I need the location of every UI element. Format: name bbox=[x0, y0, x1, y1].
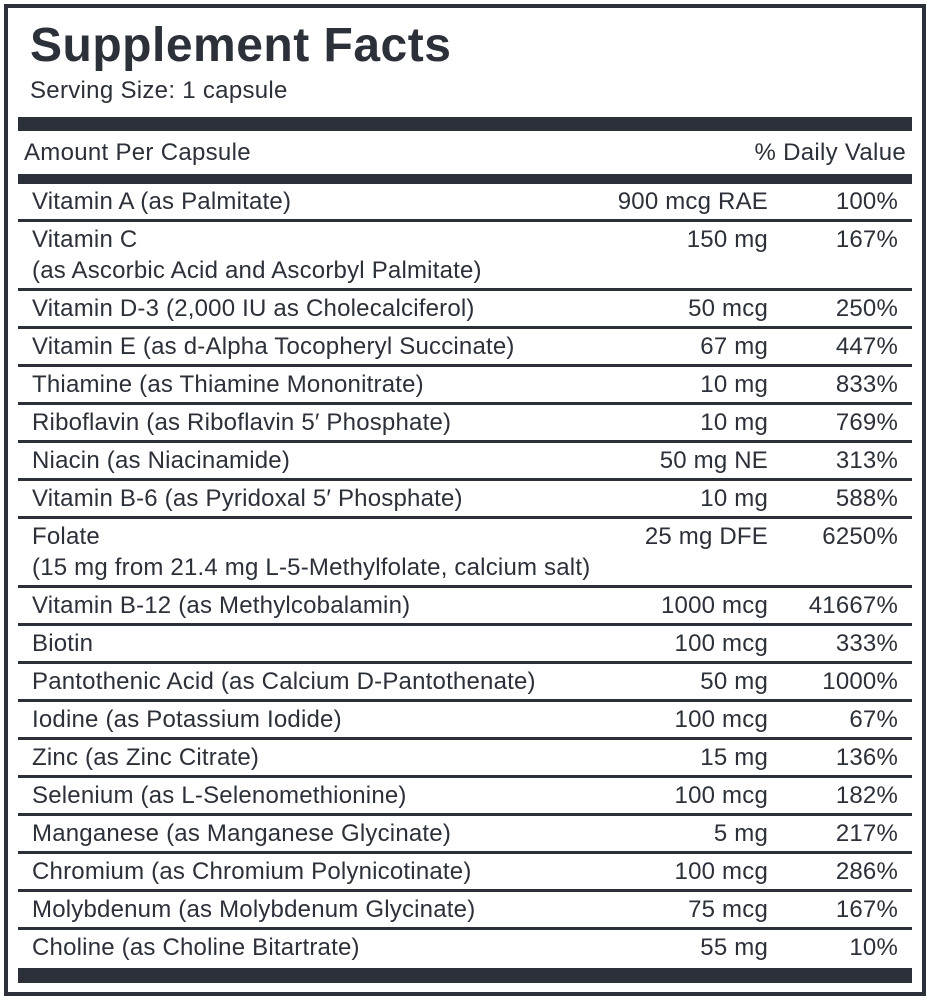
table-row bbox=[18, 478, 912, 516]
table-row bbox=[18, 288, 912, 326]
row-main-line bbox=[32, 407, 898, 438]
nutrient-daily-value: 67% bbox=[849, 706, 898, 734]
nutrient-daily-value: 286% bbox=[835, 858, 898, 886]
nutrient-name: Vitamin B-6 (as Pyridoxal 5′ Phosphate) bbox=[32, 485, 463, 513]
nutrient-amount: 50 mg bbox=[700, 668, 768, 696]
nutrient-amount: 150 mg bbox=[686, 226, 768, 254]
daily-value-column-header: % Daily Value bbox=[754, 139, 906, 167]
table-row bbox=[18, 623, 912, 661]
table-row bbox=[18, 364, 912, 402]
nutrient-amount: 1000 mcg bbox=[661, 592, 768, 620]
nutrient-amount: 67 mg bbox=[700, 333, 768, 361]
nutrient-name: Niacin (as Niacinamide) bbox=[32, 447, 291, 475]
row-main-line bbox=[32, 186, 898, 217]
divider-bar-top bbox=[18, 117, 912, 131]
label-header bbox=[8, 8, 922, 117]
label-title: Supplement Facts bbox=[30, 19, 452, 72]
nutrient-amount: 25 mg DFE bbox=[644, 523, 768, 551]
divider-bar-bottom bbox=[18, 968, 912, 983]
nutrient-daily-value: 100% bbox=[835, 188, 898, 216]
nutrient-name: Zinc (as Zinc Citrate) bbox=[32, 744, 260, 772]
table-row bbox=[18, 699, 912, 737]
nutrient-name: Iodine (as Potassium Iodide) bbox=[32, 706, 342, 734]
table-row bbox=[18, 737, 912, 775]
row-main-line bbox=[32, 224, 898, 255]
nutrient-name: Vitamin E (as d-Alpha Tocopheryl Succinate) bbox=[32, 333, 515, 361]
nutrient-amount: 100 mcg bbox=[674, 630, 768, 658]
nutrient-daily-value: 333% bbox=[835, 630, 898, 658]
divider-bar-header bbox=[18, 174, 912, 184]
row-main-line bbox=[32, 483, 898, 514]
table-row bbox=[18, 516, 912, 585]
nutrient-amount: 15 mg bbox=[700, 744, 768, 772]
row-main-line bbox=[32, 590, 898, 621]
nutrient-amount: 75 mcg bbox=[688, 896, 768, 924]
row-main-line bbox=[32, 369, 898, 400]
nutrient-daily-value: 447% bbox=[835, 333, 898, 361]
nutrient-name: Folate bbox=[32, 523, 100, 551]
row-main-line bbox=[32, 932, 898, 963]
serving-size: Serving Size: 1 capsule bbox=[30, 77, 288, 105]
row-main-line bbox=[32, 445, 898, 476]
nutrient-daily-value: 1000% bbox=[822, 668, 898, 696]
nutrient-name: Selenium (as L-Selenomethionine) bbox=[32, 782, 407, 810]
nutrient-daily-value: 217% bbox=[835, 820, 898, 848]
nutrient-amount: 10 mg bbox=[700, 485, 768, 513]
table-row bbox=[18, 813, 912, 851]
row-main-line bbox=[32, 331, 898, 362]
column-header-row bbox=[8, 131, 922, 174]
nutrient-daily-value: 250% bbox=[835, 295, 898, 323]
nutrient-daily-value: 769% bbox=[835, 409, 898, 437]
nutrient-amount: 5 mg bbox=[713, 820, 768, 848]
nutrient-name: Riboflavin (as Riboflavin 5′ Phosphate) bbox=[32, 409, 452, 437]
nutrient-amount: 100 mcg bbox=[674, 706, 768, 734]
nutrient-detail: (15 mg from 21.4 mg L-5-Methylfolate, calcium salt) bbox=[32, 554, 591, 582]
nutrient-name: Vitamin A (as Palmitate) bbox=[32, 188, 292, 216]
nutrient-name: Thiamine (as Thiamine Mononitrate) bbox=[32, 371, 424, 399]
table-row bbox=[18, 661, 912, 699]
nutrient-daily-value: 41667% bbox=[808, 592, 898, 620]
nutrient-name: Biotin bbox=[32, 630, 94, 658]
row-main-line bbox=[32, 628, 898, 659]
table-row bbox=[18, 440, 912, 478]
row-main-line bbox=[32, 704, 898, 735]
row-main-line bbox=[32, 666, 898, 697]
nutrient-daily-value: 313% bbox=[835, 447, 898, 475]
nutrient-amount: 100 mcg bbox=[674, 858, 768, 886]
table-row bbox=[18, 184, 912, 219]
nutrient-amount: 10 mg bbox=[700, 409, 768, 437]
table-row bbox=[18, 851, 912, 889]
row-main-line bbox=[32, 293, 898, 324]
nutrient-amount: 50 mg NE bbox=[659, 447, 768, 475]
nutrient-amount: 55 mg bbox=[700, 934, 768, 962]
row-main-line bbox=[32, 780, 898, 811]
table-row bbox=[18, 219, 912, 288]
label-sheet bbox=[4, 4, 926, 996]
nutrient-name: Vitamin C bbox=[32, 226, 138, 254]
nutrient-daily-value: 182% bbox=[835, 782, 898, 810]
nutrient-daily-value: 833% bbox=[835, 371, 898, 399]
nutrient-daily-value: 588% bbox=[835, 485, 898, 513]
table-row bbox=[18, 775, 912, 813]
nutrient-daily-value: 6250% bbox=[822, 523, 898, 551]
nutrient-name: Vitamin D-3 (2,000 IU as Cholecalciferol) bbox=[32, 295, 475, 323]
table-row bbox=[18, 402, 912, 440]
nutrient-amount: 900 mcg RAE bbox=[617, 188, 768, 216]
nutrient-amount: 10 mg bbox=[700, 371, 768, 399]
nutrient-name: Vitamin B-12 (as Methylcobalamin) bbox=[32, 592, 411, 620]
nutrient-daily-value: 136% bbox=[835, 744, 898, 772]
nutrient-daily-value: 167% bbox=[835, 226, 898, 254]
table-row bbox=[18, 927, 912, 965]
nutrient-name: Manganese (as Manganese Glycinate) bbox=[32, 820, 452, 848]
table-row bbox=[18, 889, 912, 927]
row-main-line bbox=[32, 894, 898, 925]
table-row bbox=[18, 585, 912, 623]
nutrient-name: Chromium (as Chromium Polynicotinate) bbox=[32, 858, 472, 886]
nutrient-amount: 100 mcg bbox=[674, 782, 768, 810]
table-row bbox=[18, 326, 912, 364]
nutrient-daily-value: 10% bbox=[849, 934, 898, 962]
nutrient-name: Choline (as Choline Bitartrate) bbox=[32, 934, 360, 962]
row-main-line bbox=[32, 742, 898, 773]
amount-column-header: Amount Per Capsule bbox=[24, 139, 251, 167]
nutrient-amount: 50 mcg bbox=[688, 295, 768, 323]
row-main-line bbox=[32, 856, 898, 887]
nutrient-detail: (as Ascorbic Acid and Ascorbyl Palmitate) bbox=[32, 257, 482, 285]
row-main-line bbox=[32, 818, 898, 849]
row-main-line bbox=[32, 521, 898, 552]
nutrient-name: Molybdenum (as Molybdenum Glycinate) bbox=[32, 896, 476, 924]
nutrient-daily-value: 167% bbox=[835, 896, 898, 924]
nutrient-name: Pantothenic Acid (as Calcium D-Pantothenate) bbox=[32, 668, 536, 696]
nutrient-rows bbox=[18, 184, 912, 965]
